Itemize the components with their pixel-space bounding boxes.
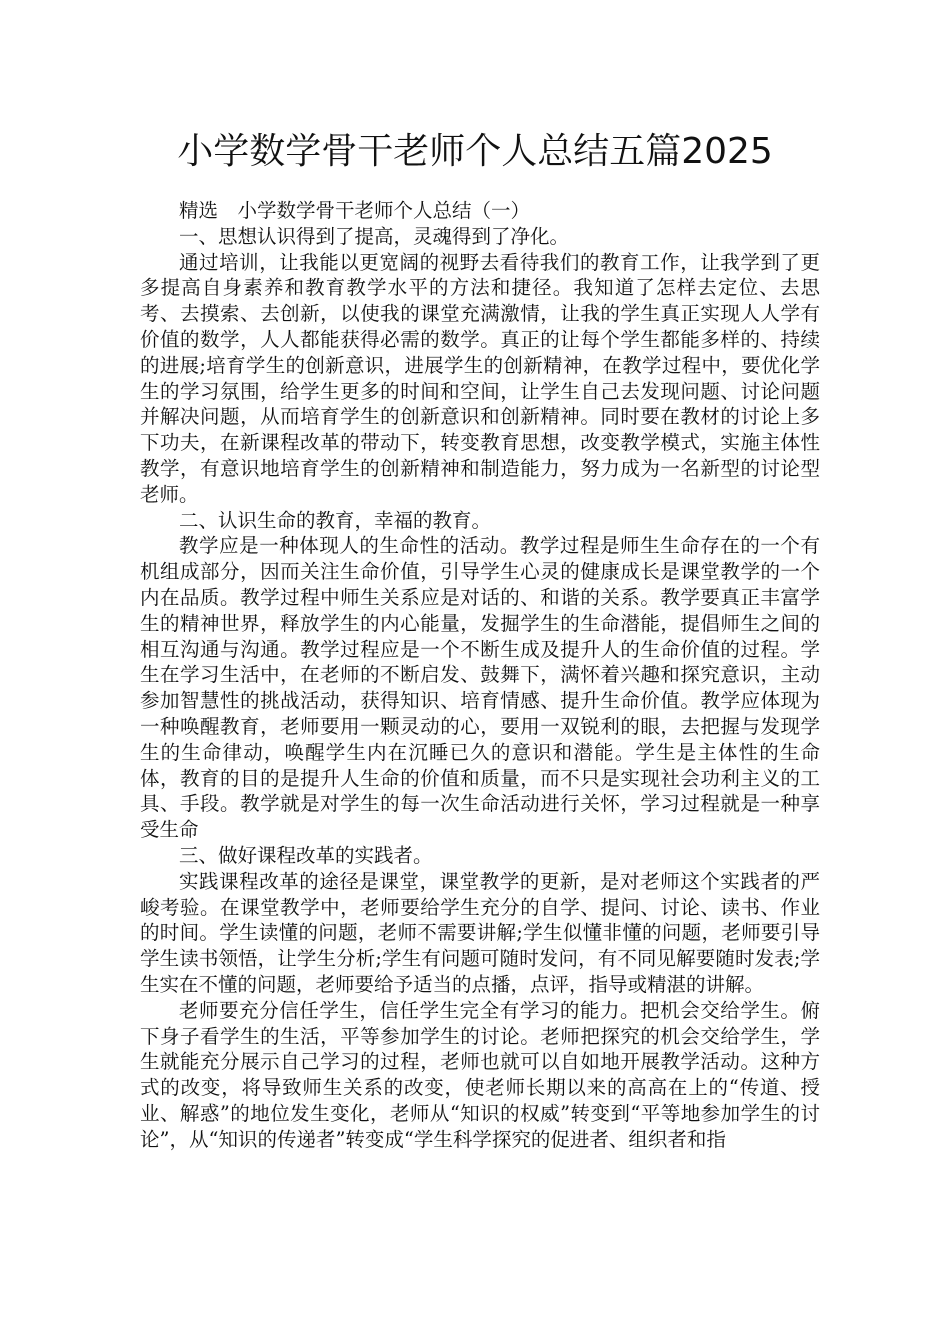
body-paragraph: 教学应是一种体现人的生命性的活动。教学过程是师生生命存在的一个有机组成部分，因而关注生命价值，引导学生心灵的健康成长是课堂教学的一个内在品质。教学过程中师生关系应是对话的、和谐的关系。教学要真正丰富学生的精神世界，释放学生的内心能量，发掘学生的生命潜能，提倡师生之间的相互沟通与沟通。教学过程应是一个不断生成及提升人的生命价值的过程。学生在学习生活中，在老师的不断启发、鼓舞下，满怀着兴趣和探究意识，主动参加智慧性的挑战活动，获得知识、培育情感、提升生命价值。教学应体现为一种唤醒教育，老师要用一颗灵动的心，要用一双锐利的眼，去把握与发现学生的生命律动，唤醒学生内在沉睡已久的意识和潜能。学生是主体性的生命体，教育的目的是提升人生命的价值和质量，而不只是实现社会功利主义的工具、手段。教学就是对学生的每一次生命活动进行关怀，学习过程就是一种享受生命: [140, 534, 820, 842]
section-heading: 三、做好课程改革的实践者。: [179, 843, 433, 867]
body-paragraph: 通过培训，让我能以更宽阔的视野去看待我们的教育工作，让我学到了更多提高自身素养和教育教学水平的方法和捷径。我知道了怎样去定位、去思考、去摸索、去创新，以使我的课堂充满激情，让我的学生真正实现人人学有价值的数学，人人都能获得必需的数学。真正的让每个学生都能多样的、持续的进展;培育学生的创新意识，进展学生的创新精神，在教学过程中，要优化学生的学习氛围，给学生更多的时间和空间，让学生自己去发现问题、讨论问题并解决问题，从而培育学生的创新意识和创新精神。同时要在教材的讨论上多下功夫，在新课程改革的带动下，转变教育思想，改变教学模式，实施主体性教学，有意识地培育学生的创新精神和制造能力，努力成为一名新型的讨论型老师。: [140, 250, 820, 506]
section-heading: 一、思想认识得到了提高，灵魂得到了净化。: [179, 224, 570, 248]
section-heading: 二、认识生命的教育，幸福的教育。: [179, 508, 492, 532]
document-title: 小学数学骨干老师个人总结五篇2025: [177, 131, 773, 172]
section-heading: 精选 小学数学骨干老师个人总结（一）: [179, 199, 531, 222]
document-body: [140, 198, 820, 1152]
body-paragraph: 老师要充分信任学生，信任学生完全有学习的能力。把机会交给学生。俯下身子看学生的生活，平等参加学生的讨论。老师把探究的机会交给学生，学生就能充分展示自己学习的过程，老师也就可以自如地开展教学活动。这种方式的改变，将导致师生关系的改变，使老师长期以来的高高在上的“传道、授业、解惑”的地位发生变化，老师从“知识的权威”转变到“平等地参加学生的讨论”，从“知识的传递者”转变成“学生科学探究的促进者、组织者和指: [140, 998, 820, 1151]
body-paragraph: 实践课程改革的途径是课堂，课堂教学的更新，是对老师这个实践者的严峻考验。在课堂教学中，老师要给学生充分的自学、提问、讨论、读书、作业的时间。学生读懂的问题，老师不需要讲解;学生似懂非懂的问题，老师要引导学生读书领悟，让学生分析;学生有问题可随时发问，有不同见解要随时发表;学生实在不懂的问题，老师要给予适当的点播，点评，指导或精湛的讲解。: [140, 869, 820, 996]
